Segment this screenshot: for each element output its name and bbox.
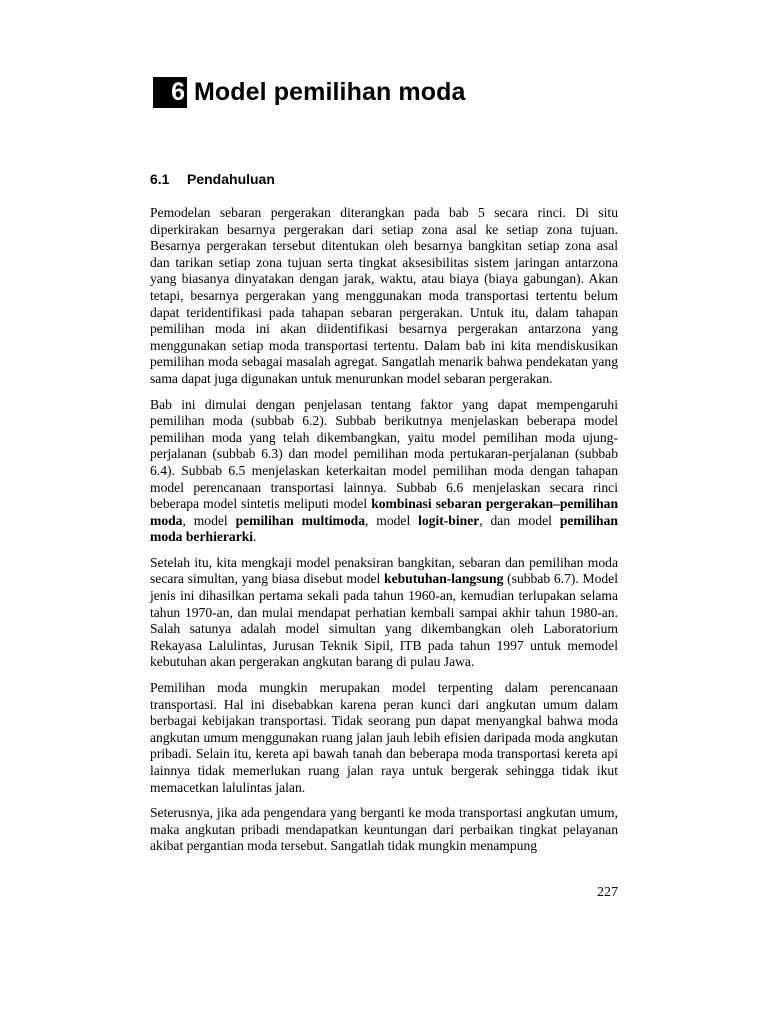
paragraph-2-text-5: .: [253, 529, 257, 545]
body-text: [150, 205, 618, 864]
paragraph-2-text-4: , dan model: [479, 512, 560, 528]
term-pemilihan-multimoda: pemilihan multimoda: [235, 512, 366, 528]
term-kombinasi-sebaran: kombinasi sebaran pergerakan–pemilihan moda: [150, 496, 619, 528]
paragraph-3-text-1: Setelah itu, kita mengkaji model penaksiran bangkitan, sebaran dan pemilihan moda secara simultan, yang biasa disebut model: [150, 554, 618, 587]
chapter-title: Model pemilihan moda: [194, 78, 466, 106]
section-number: 6.1: [150, 171, 170, 187]
term-kebutuhan-langsung: kebutuhan-langsung: [384, 571, 504, 587]
paragraph-3: [150, 555, 618, 671]
page-number: 227: [597, 885, 618, 900]
paragraph-2-text-1: Bab ini dimulai dengan penjelasan tentang faktor yang dapat mempengaruhi pemilihan moda (subbab 6.2). Subbab berikutnya menjelaskan beberapa model pemilihan moda yang telah dikembangkan, yaitu model pemilihan moda ujung-perjalanan (subbab 6.3) dan model pemilihan moda pertukaran-perjalanan (subbab 6.4). Subbab 6.5 menjelaskan keterkaitan model pemilihan moda dengan tahapan model perencanaan transportasi lainnya. Subbab 6.6 menjelaskan secara rinci beberapa model sintetis meliputi model: [150, 396, 618, 512]
section-heading: [150, 171, 275, 187]
chapter-number: 6: [153, 77, 187, 108]
paragraph-1: Pemodelan sebaran pergerakan diterangkan pada bab 5 secara rinci. Di situ diperkirakan besarnya pergerakan dari setiap zona asal ke setiap zona tujuan. Besarnya pergerakan tersebut ditentukan oleh besarnya bangkitan setiap zona asal dan tarikan setiap zona tujuan serta tingkat aksesibilitas sistem jaringan antarzona yang biasanya dinyatakan dengan jarak, waktu, atau biaya (biaya gabungan). Akan tetapi, besarnya pergerakan yang menggunakan moda transportasi tertentu belum dapat teridentifikasi pada tahapan sebaran pergerakan. Untuk itu, dalam tahapan pemilihan moda ini akan diidentifikasi besarnya pergerakan antarzona yang menggunakan setiap moda transportasi tertentu. Dalam bab ini kita mendiskusikan pemilihan moda sebagai masalah agregat. Sangatlah menarik bahwa pendekatan yang sama dapat juga digunakan untuk menurunkan model sebaran pergerakan.: [150, 205, 618, 386]
paragraph-5: Seterusnya, jika ada pengendara yang berganti ke moda transportasi angkutan umum, maka angkutan pribadi mendapatkan keuntungan dari perbaikan tingkat pelayanan akibat pergantian moda tersebut. Sangatlah tidak mungkin menampung: [150, 805, 618, 854]
section-title: Pendahuluan: [187, 171, 275, 187]
paragraph-2: [150, 397, 618, 546]
term-logit-biner: logit-biner: [418, 512, 480, 528]
paragraph-4: Pemilihan moda mungkin merupakan model terpenting dalam perencanaan transportasi. Hal ini disebabkan karena peran kunci dari angkutan umum dalam berbagai kebijakan transportasi. Tidak seorang pun dapat menyangkal bahwa moda angkutan umum menggunakan ruang jalan jauh lebih efisien daripada moda angkutan pribadi. Selain itu, kereta api bawah tanah dan beberapa moda transportasi kereta api lainnya tidak memerlukan ruang jalan raya untuk bergerak sehingga tidak ikut memacetkan lalulintas jalan.: [150, 680, 618, 795]
paragraph-2-text-2: , model: [182, 512, 236, 528]
paragraph-3-text-2: (subbab 6.7). Model jenis ini dihasilkan pertama sekali pada tahun 1960-an, kemudian terlupakan selama tahun 1970-an, dan mulai mendapat perhatian kembali sampai akhir tahun 1980-an. Salah satunya adalah model simultan yang dikembangkan oleh Laboratorium Rekayasa Lalulintas, Jurusan Teknik Sipil, ITB pada tahun 1997 untuk memodel kebutuhan akan pergerakan angkutan barang di pulau Jawa.: [150, 571, 618, 670]
chapter-heading: [153, 77, 465, 108]
term-pemilihan-moda-berhierarki: pemilihan moda berhierarki: [150, 512, 618, 545]
paragraph-2-text-3: , model: [365, 512, 419, 528]
